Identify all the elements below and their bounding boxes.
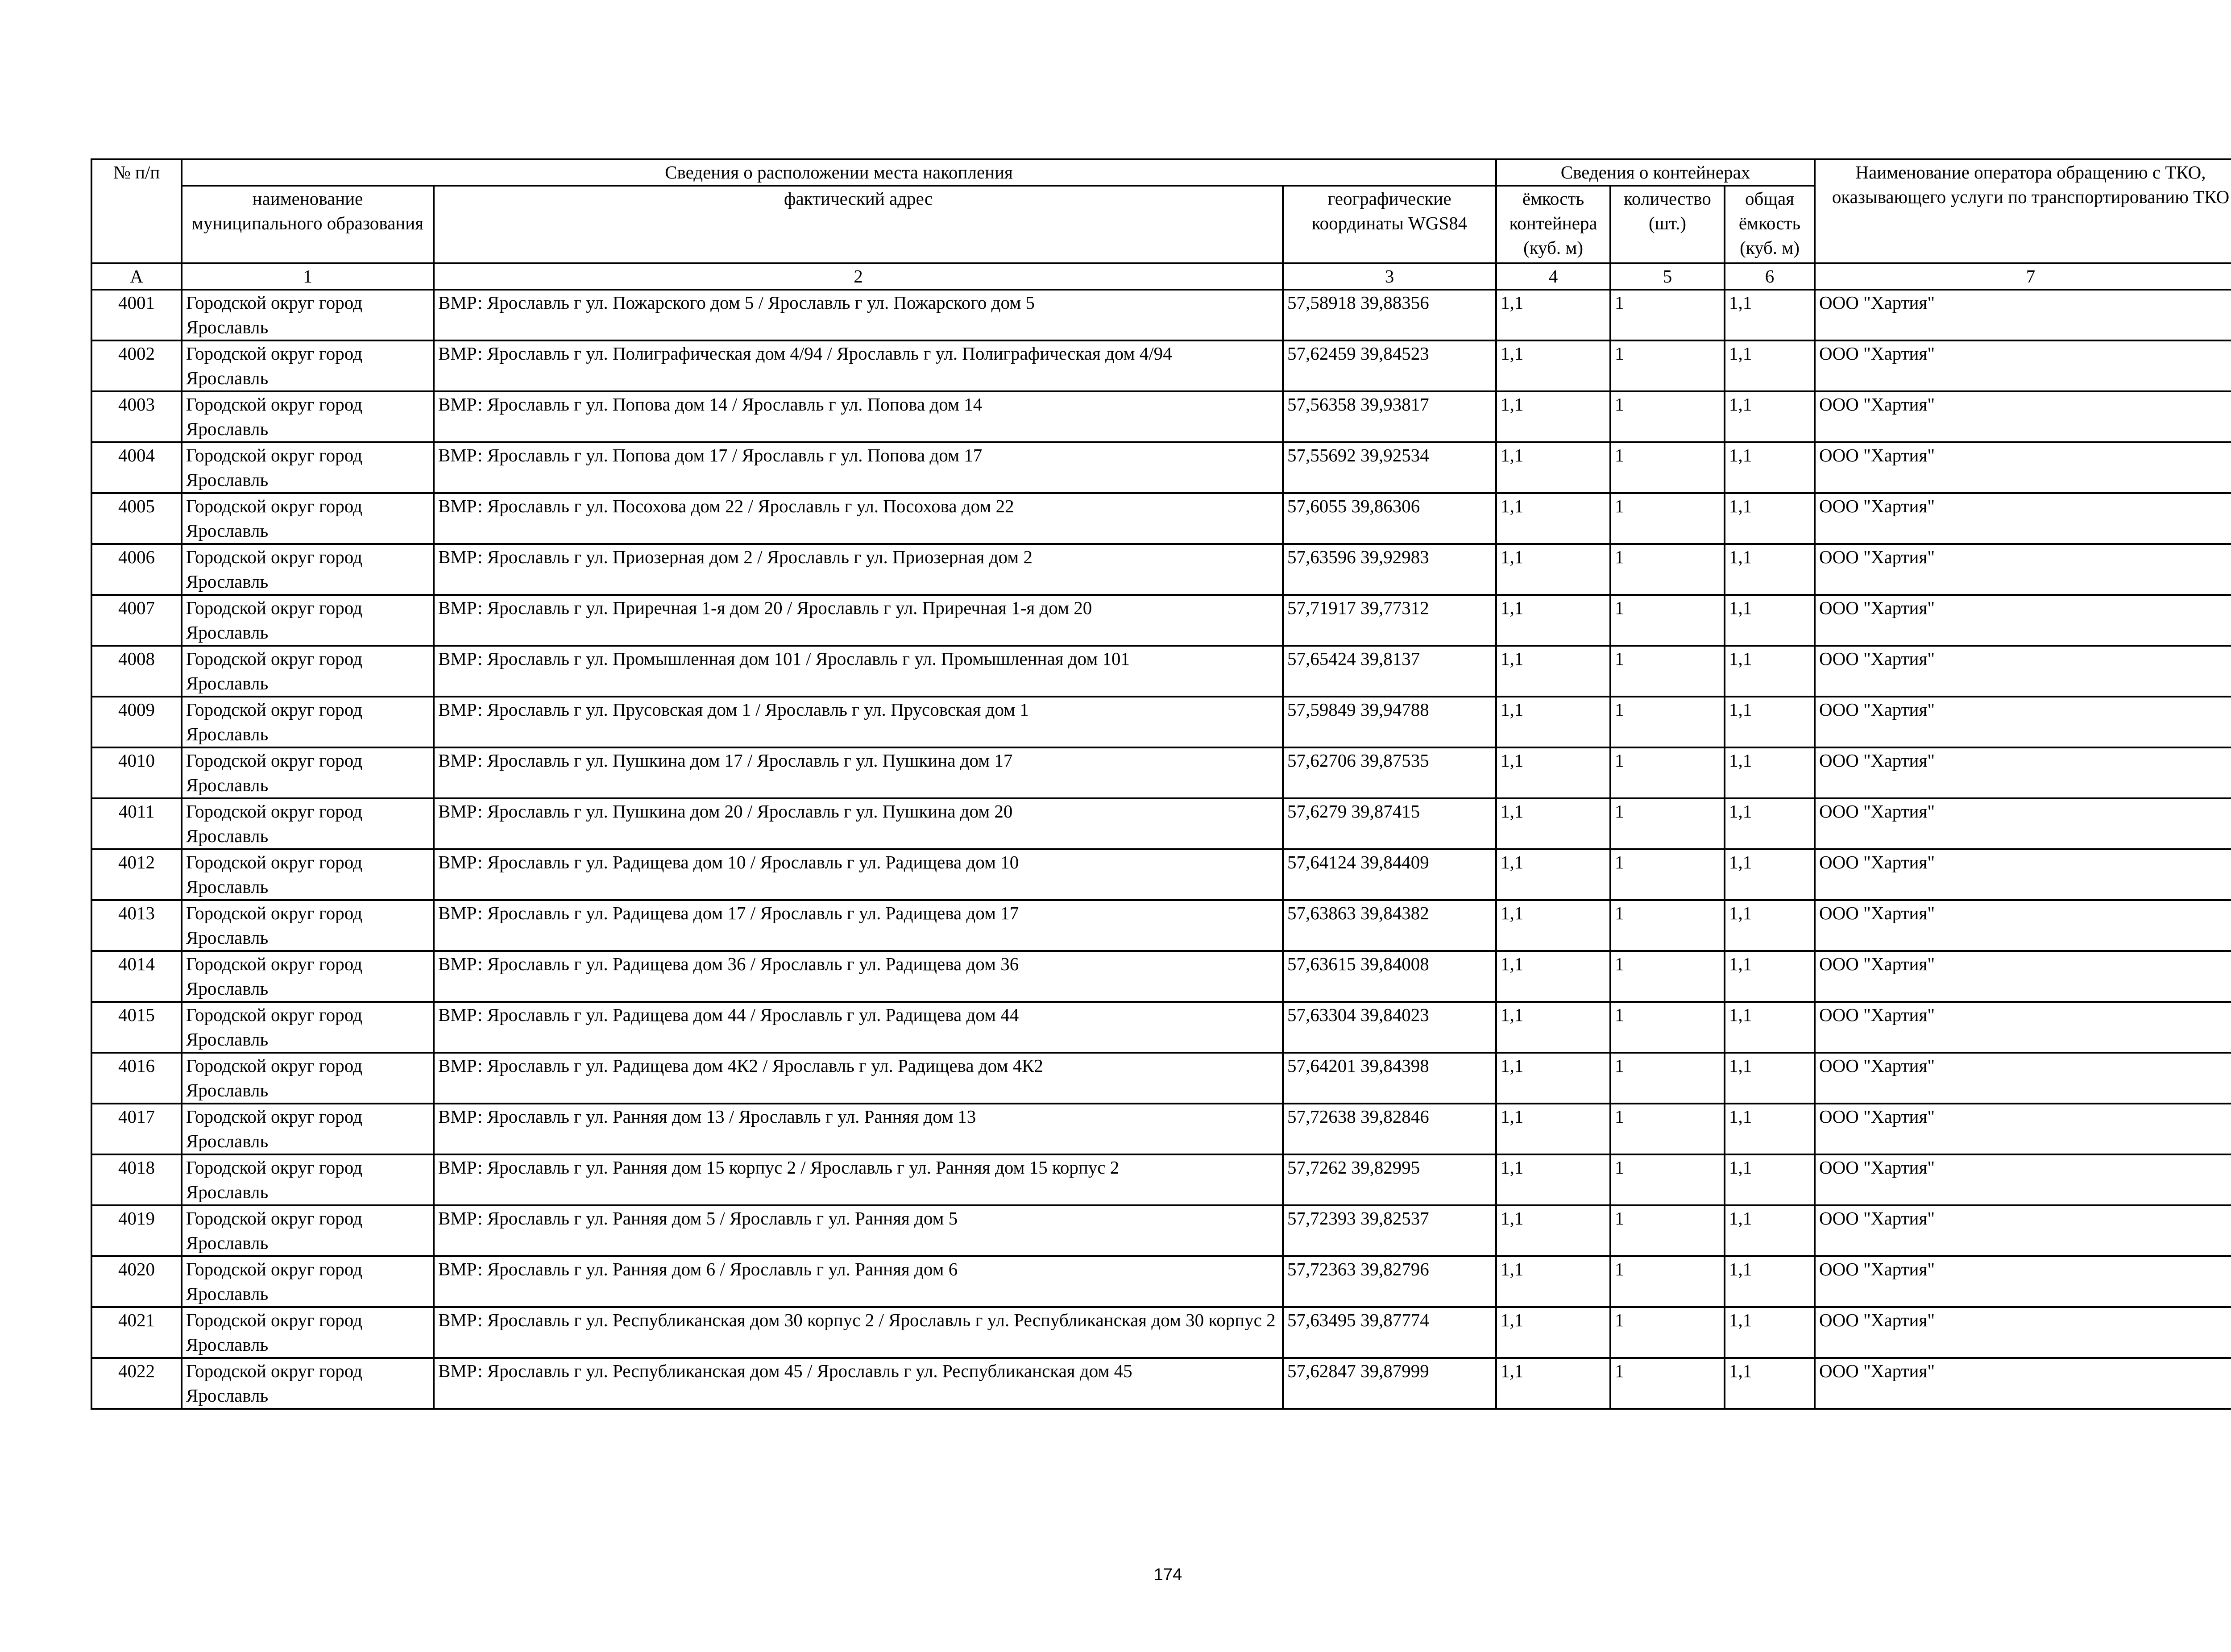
cell-address: ВМР: Ярославль г ул. Прусовская дом 1 / Ярославль г ул. Прусовская дом 1 xyxy=(434,697,1283,747)
cell-coords: 57,72638 39,82846 xyxy=(1283,1104,1496,1154)
cell-municipality: Городской округ город Ярославль xyxy=(182,1358,434,1409)
cell-num: 4016 xyxy=(91,1053,182,1104)
cell-total-capacity: 1,1 xyxy=(1725,951,1815,1002)
cell-count: 1 xyxy=(1610,1002,1725,1053)
cell-num: 4004 xyxy=(91,442,182,493)
table-row xyxy=(91,747,2231,798)
cell-operator: ООО "Хартия" xyxy=(1815,646,2231,697)
cell-municipality: Городской округ город Ярославль xyxy=(182,697,434,747)
cell-count: 1 xyxy=(1610,340,1725,391)
table-row xyxy=(91,391,2231,442)
cell-address: ВМР: Ярославль г ул. Радищева дом 10 / Ярославль г ул. Радищева дом 10 xyxy=(434,849,1283,900)
cell-operator: ООО "Хартия" xyxy=(1815,1053,2231,1104)
cell-municipality: Городской округ город Ярославль xyxy=(182,798,434,849)
cell-capacity: 1,1 xyxy=(1496,1205,1610,1256)
cell-total-capacity: 1,1 xyxy=(1725,798,1815,849)
index-cell: 2 xyxy=(434,263,1283,290)
cell-capacity: 1,1 xyxy=(1496,544,1610,595)
cell-operator: ООО "Хартия" xyxy=(1815,900,2231,951)
cell-count: 1 xyxy=(1610,290,1725,340)
cell-total-capacity: 1,1 xyxy=(1725,442,1815,493)
cell-coords: 57,64124 39,84409 xyxy=(1283,849,1496,900)
cell-address: ВМР: Ярославль г ул. Пушкина дом 20 / Ярославль г ул. Пушкина дом 20 xyxy=(434,798,1283,849)
table-row xyxy=(91,1358,2231,1409)
cell-count: 1 xyxy=(1610,493,1725,544)
cell-capacity: 1,1 xyxy=(1496,697,1610,747)
cell-coords: 57,62847 39,87999 xyxy=(1283,1358,1496,1409)
cell-coords: 57,65424 39,8137 xyxy=(1283,646,1496,697)
table-row xyxy=(91,1053,2231,1104)
cell-total-capacity: 1,1 xyxy=(1725,1256,1815,1307)
table-row xyxy=(91,595,2231,646)
header-count: количество (шт.) xyxy=(1610,186,1725,263)
cell-operator: ООО "Хартия" xyxy=(1815,1002,2231,1053)
cell-capacity: 1,1 xyxy=(1496,391,1610,442)
cell-count: 1 xyxy=(1610,747,1725,798)
cell-operator: ООО "Хартия" xyxy=(1815,493,2231,544)
cell-total-capacity: 1,1 xyxy=(1725,697,1815,747)
cell-num: 4018 xyxy=(91,1154,182,1205)
cell-total-capacity: 1,1 xyxy=(1725,1205,1815,1256)
header-capacity: ёмкость контейнера (куб. м) xyxy=(1496,186,1610,263)
cell-address: ВМР: Ярославль г ул. Пожарского дом 5 / Ярославль г ул. Пожарского дом 5 xyxy=(434,290,1283,340)
cell-operator: ООО "Хартия" xyxy=(1815,697,2231,747)
cell-operator: ООО "Хартия" xyxy=(1815,340,2231,391)
index-cell: 5 xyxy=(1610,263,1725,290)
cell-address: ВМР: Ярославль г ул. Приозерная дом 2 / Ярославль г ул. Приозерная дом 2 xyxy=(434,544,1283,595)
cell-operator: ООО "Хартия" xyxy=(1815,951,2231,1002)
cell-total-capacity: 1,1 xyxy=(1725,1307,1815,1358)
cell-coords: 57,58918 39,88356 xyxy=(1283,290,1496,340)
cell-count: 1 xyxy=(1610,1307,1725,1358)
cell-num: 4017 xyxy=(91,1104,182,1154)
cell-coords: 57,64201 39,84398 xyxy=(1283,1053,1496,1104)
cell-count: 1 xyxy=(1610,442,1725,493)
cell-coords: 57,62459 39,84523 xyxy=(1283,340,1496,391)
cell-count: 1 xyxy=(1610,951,1725,1002)
cell-operator: ООО "Хартия" xyxy=(1815,1307,2231,1358)
cell-address: ВМР: Ярославль г ул. Попова дом 14 / Ярославль г ул. Попова дом 14 xyxy=(434,391,1283,442)
cell-address: ВМР: Ярославль г ул. Ранняя дом 6 / Ярославль г ул. Ранняя дом 6 xyxy=(434,1256,1283,1307)
cell-capacity: 1,1 xyxy=(1496,1053,1610,1104)
cell-num: 4007 xyxy=(91,595,182,646)
table-row xyxy=(91,1256,2231,1307)
cell-num: 4022 xyxy=(91,1358,182,1409)
header-num: № п/п xyxy=(91,159,182,263)
cell-capacity: 1,1 xyxy=(1496,951,1610,1002)
cell-capacity: 1,1 xyxy=(1496,340,1610,391)
cell-count: 1 xyxy=(1610,849,1725,900)
cell-address: ВМР: Ярославль г ул. Республиканская дом 45 / Ярославль г ул. Республиканская дом 45 xyxy=(434,1358,1283,1409)
cell-capacity: 1,1 xyxy=(1496,1154,1610,1205)
cell-count: 1 xyxy=(1610,1205,1725,1256)
cell-coords: 57,63863 39,84382 xyxy=(1283,900,1496,951)
cell-total-capacity: 1,1 xyxy=(1725,900,1815,951)
cell-capacity: 1,1 xyxy=(1496,798,1610,849)
cell-operator: ООО "Хартия" xyxy=(1815,391,2231,442)
cell-municipality: Городской округ город Ярославль xyxy=(182,1104,434,1154)
cell-total-capacity: 1,1 xyxy=(1725,595,1815,646)
cell-total-capacity: 1,1 xyxy=(1725,1104,1815,1154)
cell-address: ВМР: Ярославль г ул. Радищева дом 17 / Ярославль г ул. Радищева дом 17 xyxy=(434,900,1283,951)
cell-count: 1 xyxy=(1610,900,1725,951)
cell-coords: 57,55692 39,92534 xyxy=(1283,442,1496,493)
cell-capacity: 1,1 xyxy=(1496,442,1610,493)
index-cell: 7 xyxy=(1815,263,2231,290)
cell-capacity: 1,1 xyxy=(1496,1358,1610,1409)
table-row xyxy=(91,798,2231,849)
cell-count: 1 xyxy=(1610,1104,1725,1154)
header-row-groups xyxy=(91,159,2231,186)
table-row xyxy=(91,849,2231,900)
cell-municipality: Городской округ город Ярославль xyxy=(182,391,434,442)
header-coords: географические координаты WGS84 xyxy=(1283,186,1496,263)
index-cell: 4 xyxy=(1496,263,1610,290)
cell-num: 4014 xyxy=(91,951,182,1002)
cell-num: 4001 xyxy=(91,290,182,340)
cell-address: ВМР: Ярославль г ул. Посохова дом 22 / Ярославль г ул. Посохова дом 22 xyxy=(434,493,1283,544)
cell-coords: 57,63596 39,92983 xyxy=(1283,544,1496,595)
table-row xyxy=(91,697,2231,747)
cell-address: ВМР: Ярославль г ул. Промышленная дом 101 / Ярославль г ул. Промышленная дом 101 xyxy=(434,646,1283,697)
cell-coords: 57,63304 39,84023 xyxy=(1283,1002,1496,1053)
cell-capacity: 1,1 xyxy=(1496,290,1610,340)
cell-operator: ООО "Хартия" xyxy=(1815,1256,2231,1307)
cell-municipality: Городской округ город Ярославль xyxy=(182,951,434,1002)
table-row xyxy=(91,1205,2231,1256)
cell-municipality: Городской округ город Ярославль xyxy=(182,1256,434,1307)
table-row xyxy=(91,442,2231,493)
cell-municipality: Городской округ город Ярославль xyxy=(182,900,434,951)
cell-operator: ООО "Хартия" xyxy=(1815,747,2231,798)
cell-address: ВМР: Ярославль г ул. Республиканская дом 30 корпус 2 / Ярославль г ул. Республиканская дом 30 корпус 2 xyxy=(434,1307,1283,1358)
cell-municipality: Городской округ город Ярославль xyxy=(182,849,434,900)
cell-num: 4021 xyxy=(91,1307,182,1358)
header-containers-group: Сведения о контейнерах xyxy=(1496,159,1815,186)
cell-total-capacity: 1,1 xyxy=(1725,1358,1815,1409)
cell-municipality: Городской округ город Ярославль xyxy=(182,442,434,493)
header-index-row xyxy=(91,263,2231,290)
cell-operator: ООО "Хартия" xyxy=(1815,595,2231,646)
cell-total-capacity: 1,1 xyxy=(1725,1154,1815,1205)
table-row xyxy=(91,1002,2231,1053)
cell-operator: ООО "Хартия" xyxy=(1815,798,2231,849)
index-cell: 3 xyxy=(1283,263,1496,290)
cell-num: 4010 xyxy=(91,747,182,798)
cell-address: ВМР: Ярославль г ул. Приречная 1-я дом 20 / Ярославль г ул. Приречная 1-я дом 20 xyxy=(434,595,1283,646)
cell-coords: 57,7262 39,82995 xyxy=(1283,1154,1496,1205)
index-cell: 6 xyxy=(1725,263,1815,290)
table-row xyxy=(91,1154,2231,1205)
cell-num: 4005 xyxy=(91,493,182,544)
cell-address: ВМР: Ярославль г ул. Полиграфическая дом 4/94 / Ярославль г ул. Полиграфическая дом 4/94 xyxy=(434,340,1283,391)
table-row xyxy=(91,340,2231,391)
cell-coords: 57,59849 39,94788 xyxy=(1283,697,1496,747)
cell-coords: 57,72393 39,82537 xyxy=(1283,1205,1496,1256)
cell-num: 4020 xyxy=(91,1256,182,1307)
cell-capacity: 1,1 xyxy=(1496,900,1610,951)
cell-municipality: Городской округ город Ярославль xyxy=(182,544,434,595)
cell-capacity: 1,1 xyxy=(1496,1307,1610,1358)
cell-capacity: 1,1 xyxy=(1496,493,1610,544)
cell-total-capacity: 1,1 xyxy=(1725,747,1815,798)
cell-count: 1 xyxy=(1610,697,1725,747)
cell-municipality: Городской округ город Ярославль xyxy=(182,747,434,798)
cell-coords: 57,56358 39,93817 xyxy=(1283,391,1496,442)
page-number: 174 xyxy=(1153,1565,1182,1584)
header-total-capacity: общая ёмкость (куб. м) xyxy=(1725,186,1815,263)
cell-coords: 57,63495 39,87774 xyxy=(1283,1307,1496,1358)
cell-capacity: 1,1 xyxy=(1496,1256,1610,1307)
table-row xyxy=(91,290,2231,340)
cell-total-capacity: 1,1 xyxy=(1725,544,1815,595)
cell-capacity: 1,1 xyxy=(1496,849,1610,900)
cell-capacity: 1,1 xyxy=(1496,595,1610,646)
cell-count: 1 xyxy=(1610,798,1725,849)
header-operator: Наименование оператора обращению с ТКО, оказывающего услуги по транспортированию ТКО xyxy=(1815,159,2231,263)
cell-total-capacity: 1,1 xyxy=(1725,849,1815,900)
cell-num: 4015 xyxy=(91,1002,182,1053)
cell-municipality: Городской округ город Ярославль xyxy=(182,1002,434,1053)
header-municipality: наименование муниципального образования xyxy=(182,186,434,263)
cell-num: 4002 xyxy=(91,340,182,391)
cell-count: 1 xyxy=(1610,1053,1725,1104)
cell-municipality: Городской округ город Ярославль xyxy=(182,1205,434,1256)
cell-address: ВМР: Ярославль г ул. Попова дом 17 / Ярославль г ул. Попова дом 17 xyxy=(434,442,1283,493)
cell-operator: ООО "Хартия" xyxy=(1815,442,2231,493)
cell-num: 4011 xyxy=(91,798,182,849)
cell-address: ВМР: Ярославль г ул. Ранняя дом 13 / Ярославль г ул. Ранняя дом 13 xyxy=(434,1104,1283,1154)
cell-municipality: Городской округ город Ярославль xyxy=(182,1053,434,1104)
cell-count: 1 xyxy=(1610,1358,1725,1409)
cell-municipality: Городской округ город Ярославль xyxy=(182,290,434,340)
cell-address: ВМР: Ярославль г ул. Радищева дом 44 / Ярославль г ул. Радищева дом 44 xyxy=(434,1002,1283,1053)
cell-address: ВМР: Ярославль г ул. Ранняя дом 5 / Ярославль г ул. Ранняя дом 5 xyxy=(434,1205,1283,1256)
registry-table xyxy=(91,158,2231,1410)
cell-count: 1 xyxy=(1610,1256,1725,1307)
cell-coords: 57,6279 39,87415 xyxy=(1283,798,1496,849)
cell-coords: 57,72363 39,82796 xyxy=(1283,1256,1496,1307)
cell-capacity: 1,1 xyxy=(1496,1002,1610,1053)
cell-operator: ООО "Хартия" xyxy=(1815,849,2231,900)
header-location-group: Сведения о расположении места накопления xyxy=(182,159,1496,186)
cell-count: 1 xyxy=(1610,595,1725,646)
index-cell: А xyxy=(91,263,182,290)
table-row xyxy=(91,1307,2231,1358)
cell-capacity: 1,1 xyxy=(1496,1104,1610,1154)
cell-capacity: 1,1 xyxy=(1496,646,1610,697)
cell-operator: ООО "Хартия" xyxy=(1815,1154,2231,1205)
index-cell: 1 xyxy=(182,263,434,290)
cell-operator: ООО "Хартия" xyxy=(1815,1104,2231,1154)
cell-num: 4019 xyxy=(91,1205,182,1256)
table-row xyxy=(91,1104,2231,1154)
cell-count: 1 xyxy=(1610,1154,1725,1205)
cell-operator: ООО "Хартия" xyxy=(1815,290,2231,340)
cell-count: 1 xyxy=(1610,544,1725,595)
cell-total-capacity: 1,1 xyxy=(1725,391,1815,442)
cell-total-capacity: 1,1 xyxy=(1725,340,1815,391)
cell-total-capacity: 1,1 xyxy=(1725,493,1815,544)
cell-operator: ООО "Хартия" xyxy=(1815,1358,2231,1409)
cell-coords: 57,63615 39,84008 xyxy=(1283,951,1496,1002)
table-row xyxy=(91,493,2231,544)
cell-coords: 57,71917 39,77312 xyxy=(1283,595,1496,646)
cell-coords: 57,62706 39,87535 xyxy=(1283,747,1496,798)
cell-num: 4003 xyxy=(91,391,182,442)
cell-num: 4006 xyxy=(91,544,182,595)
cell-municipality: Городской округ город Ярославль xyxy=(182,1307,434,1358)
cell-num: 4013 xyxy=(91,900,182,951)
table-row xyxy=(91,646,2231,697)
table-row xyxy=(91,900,2231,951)
cell-address: ВМР: Ярославль г ул. Пушкина дом 17 / Ярославль г ул. Пушкина дом 17 xyxy=(434,747,1283,798)
cell-address: ВМР: Ярославль г ул. Радищева дом 36 / Ярославль г ул. Радищева дом 36 xyxy=(434,951,1283,1002)
cell-total-capacity: 1,1 xyxy=(1725,290,1815,340)
cell-municipality: Городской округ город Ярославль xyxy=(182,1154,434,1205)
table-row xyxy=(91,951,2231,1002)
cell-total-capacity: 1,1 xyxy=(1725,1002,1815,1053)
cell-num: 4008 xyxy=(91,646,182,697)
cell-num: 4009 xyxy=(91,697,182,747)
cell-municipality: Городской округ город Ярославль xyxy=(182,493,434,544)
cell-operator: ООО "Хартия" xyxy=(1815,544,2231,595)
cell-municipality: Городской округ город Ярославль xyxy=(182,340,434,391)
cell-municipality: Городской округ город Ярославль xyxy=(182,595,434,646)
cell-address: ВМР: Ярославль г ул. Радищева дом 4К2 / Ярославль г ул. Радищева дом 4К2 xyxy=(434,1053,1283,1104)
cell-capacity: 1,1 xyxy=(1496,747,1610,798)
cell-operator: ООО "Хартия" xyxy=(1815,1205,2231,1256)
cell-coords: 57,6055 39,86306 xyxy=(1283,493,1496,544)
cell-count: 1 xyxy=(1610,646,1725,697)
table-row xyxy=(91,544,2231,595)
cell-address: ВМР: Ярославль г ул. Ранняя дом 15 корпус 2 / Ярославль г ул. Ранняя дом 15 корпус 2 xyxy=(434,1154,1283,1205)
cell-total-capacity: 1,1 xyxy=(1725,1053,1815,1104)
cell-num: 4012 xyxy=(91,849,182,900)
header-address: фактический адрес xyxy=(434,186,1283,263)
cell-municipality: Городской округ город Ярославль xyxy=(182,646,434,697)
cell-total-capacity: 1,1 xyxy=(1725,646,1815,697)
cell-count: 1 xyxy=(1610,391,1725,442)
